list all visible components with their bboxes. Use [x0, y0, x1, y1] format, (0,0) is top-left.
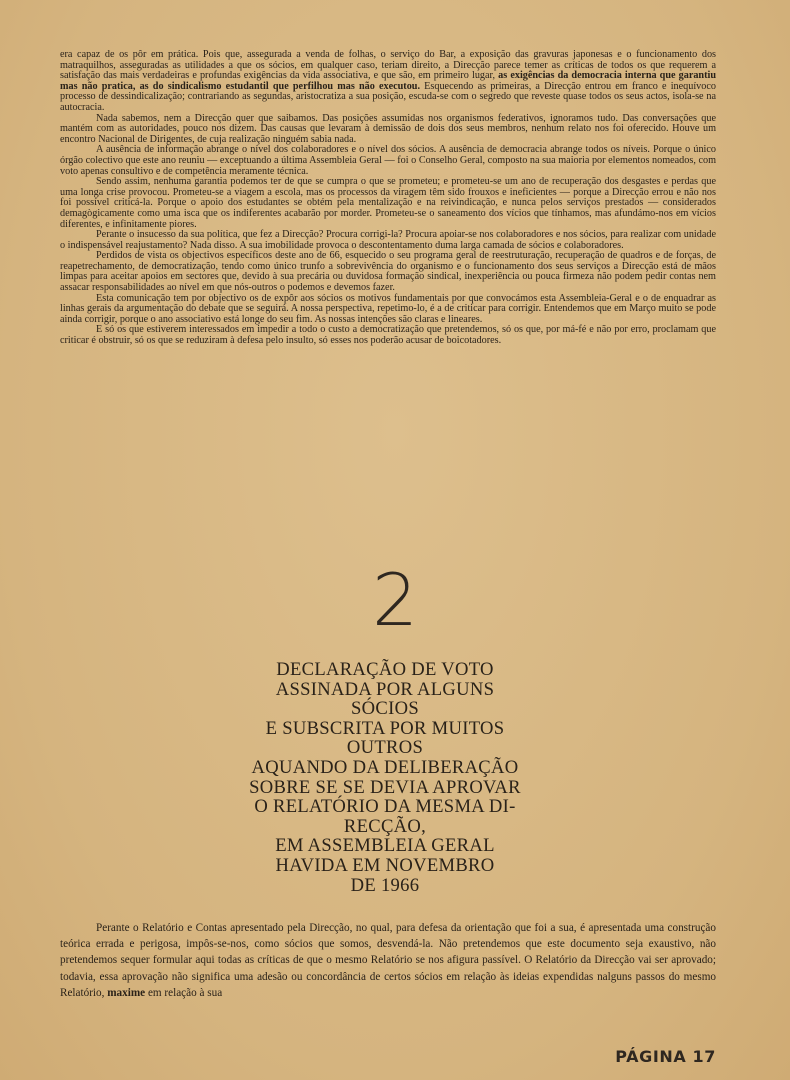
- heading-line: OUTROS: [346, 737, 424, 759]
- paragraph-8: E só os que estiverem interessados em impedir a todo o custo a democratização que pretendemos, só os que, por má-fé e não por erro, proclamam que criticar é obstruir, só os que se reduziram à defesa pelo insulto, só esses nos poderão acusar de boicotadores.: [60, 324, 716, 347]
- paragraph-1: [60, 50, 716, 114]
- heading-line: ASSINADA POR ALGUNS: [275, 678, 495, 700]
- paragraph-1-part-2: Esquecendo as primeiras, a Direcção entrou em franco e inequívoco processo de dessindicalização; contrariando as segundas, aristocratiza a sua posição, escuda-se com o segredo que reveste quase todos os seus actos, isola-se na autocracia.: [60, 80, 716, 113]
- paragraph-declaration-part-2: em relação à sua: [145, 986, 223, 999]
- body-text-top: [60, 50, 716, 347]
- paragraph-4: Sendo assim, nenhuma garantia podemos ter de que se cumpra o que se prometeu; e prometeu-se um ano de recuperação dos desgastes e perdas que uma longa crise provocou. Prometeu-se a viagem a escola, mas os processos da viragem têm sido frouxos e ineficientes — porque a Direcção errou e não nos foi possível criticá-la. Porque o apoio dos estudantes se obtém pela mentalização e na reivindicação, e nunca pelos serviços prestados — considerados demagògicamente como uma isca que os indiferentes acabarão por morder. Prometeu-se o saneamento dos vícios que tínhamos, mas afundámo-nos em vícios diferentes, e infinitamente piores.: [60, 176, 716, 230]
- paragraph-7: Esta comunicação tem por objectivo os de expôr aos sócios os motivos fundamentais por que convocámos esta Assembleia-Geral e o de enquadrar as linhas gerais da argumentação do debate que se seguirá. A nossa perspectiva, repetimo-lo, é a de criticar para corrigir. Entendemos que em Março muito se pode ainda corrigir, porque o ano associativo está longe do seu fim. As nossas intenções são claras e lineares.: [60, 292, 716, 325]
- heading-line: DECLARAÇÃO DE VOTO: [276, 659, 494, 680]
- paragraph-declaration-part-1: Perante o Relatório e Contas apresentado pela Direcção, no qual, para defesa da orientação que foi a sua, é apresentada uma construção teórica errada e perigosa, impôs-se-nos, como sócios que somos, desvendá-la. Não pretendemos que este documento seja exaustivo, não pretendemos sequer formular aqui todas as críticas de que o mesmo Relatório se nos afigura passível. O Relatório da Direcção vai ser aprovado; todavia, essa aprovação não significa uma adesão ou concordância de certos sócios em relação às ideias expendidas nalguns passos do mesmo Relatório,: [60, 922, 716, 999]
- paragraph-1-part-1: era capaz de os pôr em prática. Pois que, assegurada a venda de folhas, o serviço do Bar, a exposição das gravuras japonesas e o funcionamento dos matraquilhos, asseguradas as utilidades a que os sócios, em qualquer caso, teriam direito, a Direcção parece temer as críticas de todos os que requerem a satisfação das mais verdadeiras e profundas exigências da vida associativa, e que são, em primeiro lugar,: [60, 49, 716, 82]
- heading-line: HAVIDA EM NOVEMBRO: [275, 854, 495, 876]
- paragraph-5: Perante o insucesso da sua política, que fez a Direcção? Procura corrigi-la? Procura apoiar-se nos colaboradores e nos sócios, para realizar com unidade o indispensável reajustamento? Nada disso. A sua imobilidade provoca o descontentamento duma larga camada de sócios e colaboradores.: [60, 229, 716, 251]
- heading-line: DE 1966: [350, 874, 420, 896]
- paragraph-2: Nada sabemos, nem a Direcção quer que saibamos. Das posições assumidas nos organismos federativos, ignoramos tudo. Das conversações que mantém com as autoridades, pouco nos dizem. Das causas que levaram à demissão de dois dos seus membros, nenhum relato nos foi oferecido. Houve um encontro Nacional de Dirigentes, de cuja realização ninguém sabia nada.: [60, 112, 716, 145]
- paragraph-declaration-emphasis: maxime: [107, 986, 146, 999]
- heading-line: EM ASSEMBLEIA GERAL: [275, 835, 495, 857]
- declaration-heading: [210, 660, 560, 895]
- body-text-bottom: [60, 920, 716, 1001]
- heading-line: O RELATÓRIO DA MESMA DI-: [254, 796, 516, 818]
- section-number: 2: [372, 558, 418, 642]
- heading-line: E SUBSCRITA POR MUITOS: [265, 717, 505, 739]
- heading-line: SÓCIOS: [351, 698, 419, 720]
- heading-line: AQUANDO DA DELIBERAÇÃO: [251, 756, 519, 778]
- paragraph-1-emphasis: as exigências da democracia interna que garantiu mas não pratica, as do sindicalismo estudantil que perfilhou mas não executou.: [60, 70, 716, 92]
- paragraph-declaration: [60, 920, 716, 1001]
- heading-line: RECÇÃO,: [343, 815, 427, 837]
- heading-line: SOBRE SE SE DEVIA APROVAR: [249, 776, 521, 798]
- page-number: PÁGINA 17: [615, 1047, 716, 1066]
- paragraph-6: Perdidos de vista os objectivos específicos deste ano de 66, esquecido o seu programa geral de reestruturação, recuperação de quadros e de forças, de reapetrechamento, de democratização, tendo como único trunfo a sobrevivência do organismo e o funcionamento dos seus serviços a Direcção está de mãos limpas para aceitar apoios em sectores que, devido à sua precária ou duvidosa formação sindical, inexperiência ou pouca firmeza não podem pedir contas nem assacar responsabilidades ao nível em que nós-outros o podemos e devemos fazer.: [60, 250, 716, 294]
- paragraph-3: A ausência de informação abrange o nível dos colaboradores e o nível dos sócios. A ausência de democracia abrange todos os níveis. Porque o único órgão colectivo que este ano reuniu — exceptuando a última Assembleia Geral — foi o Conselho Geral, composto na sua maioria por elementos nomeados, com voto apenas consultivo e de competência meramente técnica.: [60, 144, 716, 177]
